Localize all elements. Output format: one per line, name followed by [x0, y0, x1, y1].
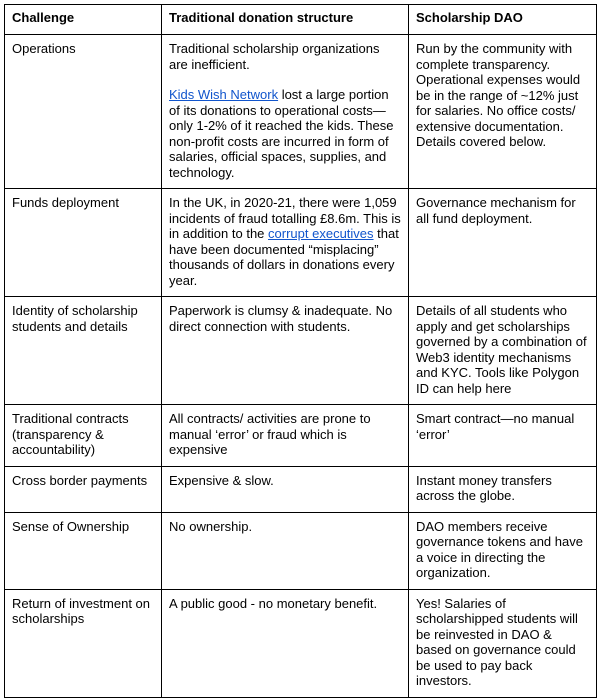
table-row-ownership — [5, 512, 597, 589]
cell-dao: Yes! Salaries of scholarshipped students will be reinvested in DAO & based on governance could be used to pay back investors. — [409, 589, 597, 697]
cell-traditional: Expensive & slow. — [162, 466, 409, 512]
cell-dao: Instant money transfers across the globe. — [409, 466, 597, 512]
cell-dao: DAO members receive governance tokens and have a voice in directing the organization. — [409, 512, 597, 589]
cell-dao: Details of all students who apply and get scholarships governed by a combination of Web3 identity mechanisms and KYC. Tools like Polygon ID can help here — [409, 297, 597, 405]
table-header-row — [5, 5, 597, 35]
cell-traditional — [162, 189, 409, 297]
table-row-return-of-investment — [5, 589, 597, 697]
cell-traditional: A public good - no monetary benefit. — [162, 589, 409, 697]
cell-dao: Smart contract—no manual ‘error’ — [409, 405, 597, 467]
header-traditional: Traditional donation structure — [162, 5, 409, 35]
table-row-identity — [5, 297, 597, 405]
comparison-table-container — [4, 4, 596, 698]
cell-traditional: No ownership. — [162, 512, 409, 589]
cell-challenge: Funds deployment — [5, 189, 162, 297]
table-row-contracts — [5, 405, 597, 467]
table-row-cross-border — [5, 466, 597, 512]
cell-challenge: Traditional contracts (transparency & accountability) — [5, 405, 162, 467]
operations-paragraph-1: Traditional scholarship organizations are inefficient. — [169, 41, 380, 72]
cell-traditional: Paperwork is clumsy & inadequate. No direct connection with students. — [162, 297, 409, 405]
funds-text-after-link: that have been documented “misplacing” thousands of dollars in donations every year. — [169, 226, 399, 288]
header-challenge: Challenge — [5, 5, 162, 35]
kids-wish-network-link[interactable]: Kids Wish Network — [169, 87, 279, 102]
cell-traditional: All contracts/ activities are prone to manual ‘error’ or fraud which is expensive — [162, 405, 409, 467]
corrupt-executives-link[interactable]: corrupt executives — [268, 226, 374, 241]
cell-traditional — [162, 35, 409, 189]
cell-challenge: Operations — [5, 35, 162, 189]
cell-dao: Governance mechanism for all fund deployment. — [409, 189, 597, 297]
paragraph-gap — [169, 72, 401, 87]
operations-paragraph-2: lost a large portion of its donations to operational costs—only 1-2% of it reached the kids. These non-profit costs are incurred in form of salaries, official spaces, supplies, and technology. — [169, 87, 394, 180]
table-row-funds-deployment — [5, 189, 597, 297]
cell-challenge: Identity of scholarship students and details — [5, 297, 162, 405]
cell-challenge: Return of investment on scholarships — [5, 589, 162, 697]
funds-text-before-link: In the UK, in 2020-21, there were 1,059 incidents of fraud totalling £8.6m. This is in addition to the — [169, 195, 401, 241]
header-dao: Scholarship DAO — [409, 5, 597, 35]
cell-challenge: Cross border payments — [5, 466, 162, 512]
cell-dao: Run by the community with complete transparency. Operational expenses would be in the range of ~12% just for salaries. No office costs/ extensive documentation. Details covered below. — [409, 35, 597, 189]
table-row-operations — [5, 35, 597, 189]
comparison-table — [4, 4, 597, 698]
cell-challenge: Sense of Ownership — [5, 512, 162, 589]
